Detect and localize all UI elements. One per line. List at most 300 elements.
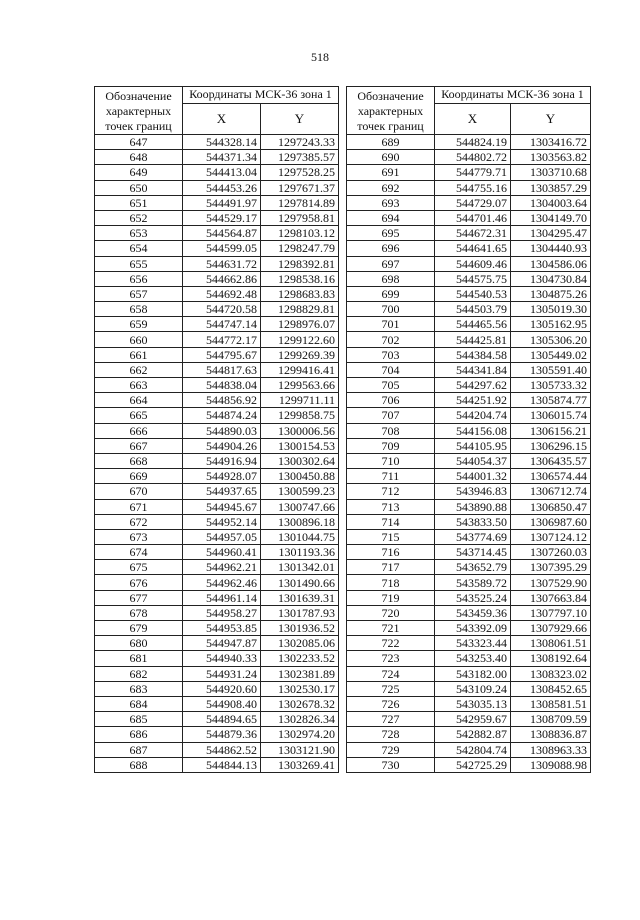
x-coordinate: 544879.36 [183,727,261,742]
y-header: Y [511,103,591,134]
point-number: 652 [95,210,183,225]
point-number: 666 [95,423,183,438]
y-coordinate: 1307663.84 [511,590,591,605]
y-coordinate: 1297814.89 [261,195,339,210]
table-row [95,514,339,529]
point-number: 659 [95,317,183,332]
x-coordinate: 544856.92 [183,393,261,408]
y-coordinate: 1303857.29 [511,180,591,195]
table-row [347,150,591,165]
table-row [347,378,591,393]
x-coordinate: 542959.67 [435,712,511,727]
x-coordinate: 544952.14 [183,514,261,529]
y-coordinate: 1308581.51 [511,696,591,711]
y-coordinate: 1297958.81 [261,210,339,225]
designation-header: Обозначение характерных точек границ [95,87,183,135]
y-coordinate: 1299563.66 [261,378,339,393]
point-number: 713 [347,499,435,514]
y-coordinate: 1300747.66 [261,499,339,514]
x-coordinate: 544641.65 [435,241,511,256]
y-coordinate: 1305019.30 [511,302,591,317]
y-coordinate: 1303710.68 [511,165,591,180]
y-coordinate: 1306574.44 [511,469,591,484]
point-number: 658 [95,302,183,317]
table-row [95,757,339,772]
x-coordinate: 544931.24 [183,666,261,681]
y-coordinate: 1302233.52 [261,651,339,666]
x-coordinate: 544957.05 [183,529,261,544]
y-coordinate: 1301787.93 [261,605,339,620]
table-row [95,150,339,165]
x-header: X [435,103,511,134]
y-coordinate: 1309088.98 [511,757,591,772]
point-number: 661 [95,347,183,362]
table-row [95,135,339,150]
table-row [95,575,339,590]
y-coordinate: 1307124.12 [511,529,591,544]
table-row [347,135,591,150]
y-coordinate: 1299711.11 [261,393,339,408]
table-row [95,165,339,180]
x-coordinate: 544962.21 [183,560,261,575]
table-row [95,347,339,362]
y-coordinate: 1299416.41 [261,362,339,377]
y-coordinate: 1302381.89 [261,666,339,681]
x-coordinate: 544962.46 [183,575,261,590]
point-number: 669 [95,469,183,484]
table-row [95,195,339,210]
table-row [95,286,339,301]
x-coordinate: 544916.94 [183,453,261,468]
x-coordinate: 544772.17 [183,332,261,347]
point-number: 682 [95,666,183,681]
point-number: 654 [95,241,183,256]
x-coordinate: 543589.72 [435,575,511,590]
point-number: 647 [95,135,183,150]
y-coordinate: 1308709.59 [511,712,591,727]
table-row [347,529,591,544]
x-coordinate: 544662.86 [183,271,261,286]
table-row [347,681,591,696]
y-coordinate: 1297528.25 [261,165,339,180]
x-coordinate: 544503.79 [435,302,511,317]
table-row [95,180,339,195]
x-coordinate: 544204.74 [435,408,511,423]
x-coordinate: 544904.26 [183,438,261,453]
point-number: 699 [347,286,435,301]
x-coordinate: 543652.79 [435,560,511,575]
table-row [95,681,339,696]
x-coordinate: 544564.87 [183,226,261,241]
point-number: 689 [347,135,435,150]
y-coordinate: 1306987.60 [511,514,591,529]
point-number: 656 [95,271,183,286]
x-coordinate: 543946.83 [435,484,511,499]
x-coordinate: 544384.58 [435,347,511,362]
right-table-body [347,135,591,773]
table-row [347,621,591,636]
x-coordinate: 544371.34 [183,150,261,165]
y-coordinate: 1302678.32 [261,696,339,711]
y-coordinate: 1301936.52 [261,621,339,636]
table-row [347,165,591,180]
y-coordinate: 1308323.02 [511,666,591,681]
point-number: 693 [347,195,435,210]
point-number: 650 [95,180,183,195]
x-coordinate: 544908.40 [183,696,261,711]
point-number: 673 [95,529,183,544]
point-number: 662 [95,362,183,377]
table-row [347,317,591,332]
y-coordinate: 1303269.41 [261,757,339,772]
x-coordinate: 544862.52 [183,742,261,757]
point-number: 696 [347,241,435,256]
x-coordinate: 543714.45 [435,545,511,560]
y-coordinate: 1303416.72 [511,135,591,150]
y-coordinate: 1307395.29 [511,560,591,575]
left-table-body [95,135,339,773]
table-row [347,286,591,301]
y-coordinate: 1298976.07 [261,317,339,332]
table-row [95,438,339,453]
y-coordinate: 1306435.57 [511,453,591,468]
x-coordinate: 544156.08 [435,423,511,438]
point-number: 700 [347,302,435,317]
y-coordinate: 1305874.77 [511,393,591,408]
x-coordinate: 543392.09 [435,621,511,636]
x-coordinate: 543323.44 [435,636,511,651]
point-number: 653 [95,226,183,241]
table-row [95,362,339,377]
point-number: 719 [347,590,435,605]
point-number: 725 [347,681,435,696]
table-row [347,712,591,727]
point-number: 718 [347,575,435,590]
coordinates-header: Координаты МСК-36 зона 1 [435,87,591,104]
table-row [95,651,339,666]
point-number: 694 [347,210,435,225]
point-number: 671 [95,499,183,514]
point-number: 663 [95,378,183,393]
point-number: 714 [347,514,435,529]
table-row [347,484,591,499]
point-number: 711 [347,469,435,484]
x-coordinate: 544937.65 [183,484,261,499]
point-number: 675 [95,560,183,575]
x-coordinate: 544105.95 [435,438,511,453]
x-coordinate: 544692.48 [183,286,261,301]
x-coordinate: 544328.14 [183,135,261,150]
y-coordinate: 1304586.06 [511,256,591,271]
y-coordinate: 1308192.64 [511,651,591,666]
point-number: 655 [95,256,183,271]
point-number: 681 [95,651,183,666]
table-row [95,423,339,438]
table-row [347,742,591,757]
y-coordinate: 1307797.10 [511,605,591,620]
point-number: 665 [95,408,183,423]
page-number: 518 [311,50,329,64]
x-coordinate: 543253.40 [435,651,511,666]
table-row [95,529,339,544]
x-coordinate: 544747.14 [183,317,261,332]
table-row [95,590,339,605]
point-number: 703 [347,347,435,362]
table-row [95,666,339,681]
table-row [347,241,591,256]
table-row [347,651,591,666]
point-number: 724 [347,666,435,681]
x-coordinate: 544958.27 [183,605,261,620]
point-number: 726 [347,696,435,711]
y-coordinate: 1308452.65 [511,681,591,696]
table-row [95,712,339,727]
x-coordinate: 544701.46 [435,210,511,225]
y-coordinate: 1305591.40 [511,362,591,377]
point-number: 657 [95,286,183,301]
point-number: 722 [347,636,435,651]
x-coordinate: 543109.24 [435,681,511,696]
x-coordinate: 543833.50 [435,514,511,529]
x-coordinate: 544251.92 [435,393,511,408]
point-number: 705 [347,378,435,393]
table-row [347,256,591,271]
x-coordinate: 544960.41 [183,545,261,560]
table-row [347,226,591,241]
table-row [347,666,591,681]
x-coordinate: 544953.85 [183,621,261,636]
x-coordinate: 544795.67 [183,347,261,362]
table-row [95,499,339,514]
point-number: 695 [347,226,435,241]
y-coordinate: 1306296.15 [511,438,591,453]
point-number: 672 [95,514,183,529]
table-row [95,696,339,711]
y-header: Y [261,103,339,134]
table-row [347,453,591,468]
table-row [347,408,591,423]
y-coordinate: 1305449.02 [511,347,591,362]
point-number: 720 [347,605,435,620]
point-number: 649 [95,165,183,180]
point-number: 730 [347,757,435,772]
y-coordinate: 1298247.79 [261,241,339,256]
x-coordinate: 543525.24 [435,590,511,605]
x-coordinate: 544491.97 [183,195,261,210]
table-row [347,514,591,529]
point-number: 709 [347,438,435,453]
x-coordinate: 544054.37 [435,453,511,468]
x-coordinate: 544838.04 [183,378,261,393]
y-coordinate: 1304730.84 [511,271,591,286]
table-row [347,636,591,651]
table-row [347,727,591,742]
table-row [95,317,339,332]
point-number: 684 [95,696,183,711]
x-coordinate: 542882.87 [435,727,511,742]
x-coordinate: 544575.75 [435,271,511,286]
y-coordinate: 1308061.51 [511,636,591,651]
y-coordinate: 1306850.47 [511,499,591,514]
table-row [347,362,591,377]
x-coordinate: 544425.81 [435,332,511,347]
y-coordinate: 1303121.90 [261,742,339,757]
x-coordinate: 544755.16 [435,180,511,195]
table-row [347,605,591,620]
point-number: 674 [95,545,183,560]
x-coordinate: 544940.33 [183,651,261,666]
table-row [347,696,591,711]
coordinates-tables [94,86,591,771]
x-coordinate: 544465.56 [435,317,511,332]
point-number: 692 [347,180,435,195]
x-coordinate: 543890.88 [435,499,511,514]
y-coordinate: 1299858.75 [261,408,339,423]
point-number: 677 [95,590,183,605]
x-coordinate: 543774.69 [435,529,511,544]
x-coordinate: 542725.29 [435,757,511,772]
point-number: 683 [95,681,183,696]
table-row [95,545,339,560]
y-coordinate: 1297243.33 [261,135,339,150]
point-number: 687 [95,742,183,757]
point-number: 723 [347,651,435,666]
y-coordinate: 1301342.01 [261,560,339,575]
point-number: 651 [95,195,183,210]
point-number: 678 [95,605,183,620]
y-coordinate: 1308836.87 [511,727,591,742]
table-row [347,393,591,408]
x-coordinate: 544729.07 [435,195,511,210]
y-coordinate: 1306712.74 [511,484,591,499]
y-coordinate: 1305733.32 [511,378,591,393]
table-row [347,469,591,484]
point-number: 664 [95,393,183,408]
table-row [347,271,591,286]
point-number: 685 [95,712,183,727]
point-number: 691 [347,165,435,180]
table-row [95,271,339,286]
point-number: 668 [95,453,183,468]
y-coordinate: 1304003.64 [511,195,591,210]
table-row [95,560,339,575]
table-row [95,605,339,620]
table-row [95,241,339,256]
y-coordinate: 1299122.60 [261,332,339,347]
point-number: 676 [95,575,183,590]
table-row [95,256,339,271]
x-coordinate: 544599.05 [183,241,261,256]
x-coordinate: 544413.04 [183,165,261,180]
y-coordinate: 1302085.06 [261,636,339,651]
y-coordinate: 1298538.16 [261,271,339,286]
y-coordinate: 1298103.12 [261,226,339,241]
point-number: 686 [95,727,183,742]
x-coordinate: 544341.84 [435,362,511,377]
y-coordinate: 1306015.74 [511,408,591,423]
table-row [347,438,591,453]
point-number: 704 [347,362,435,377]
table-row [95,453,339,468]
y-coordinate: 1301639.31 [261,590,339,605]
x-coordinate: 544672.31 [435,226,511,241]
x-coordinate: 544890.03 [183,423,261,438]
x-coordinate: 544824.19 [435,135,511,150]
y-coordinate: 1301044.75 [261,529,339,544]
table-row [95,226,339,241]
x-coordinate: 544529.17 [183,210,261,225]
y-coordinate: 1308963.33 [511,742,591,757]
point-number: 728 [347,727,435,742]
x-coordinate: 544297.62 [435,378,511,393]
y-coordinate: 1307529.90 [511,575,591,590]
y-coordinate: 1298829.81 [261,302,339,317]
table-row [95,742,339,757]
table-row [95,484,339,499]
point-number: 697 [347,256,435,271]
y-coordinate: 1297671.37 [261,180,339,195]
y-coordinate: 1300006.56 [261,423,339,438]
y-coordinate: 1302530.17 [261,681,339,696]
x-coordinate: 542804.74 [435,742,511,757]
y-coordinate: 1301490.66 [261,575,339,590]
table-row [95,636,339,651]
x-coordinate: 544961.14 [183,590,261,605]
coordinates-table-left [94,86,339,773]
x-coordinate: 544779.71 [435,165,511,180]
y-coordinate: 1304149.70 [511,210,591,225]
table-row [95,621,339,636]
y-coordinate: 1301193.36 [261,545,339,560]
y-coordinate: 1302826.34 [261,712,339,727]
table-row [347,347,591,362]
designation-header: Обозначение характерных точек границ [347,87,435,135]
x-coordinate: 544720.58 [183,302,261,317]
x-coordinate: 544945.67 [183,499,261,514]
point-number: 679 [95,621,183,636]
point-number: 688 [95,757,183,772]
point-number: 690 [347,150,435,165]
y-coordinate: 1304440.93 [511,241,591,256]
table-row [95,469,339,484]
table-row [347,590,591,605]
table-row [95,302,339,317]
table-row [95,210,339,225]
table-row [95,408,339,423]
table-row [95,393,339,408]
y-coordinate: 1297385.57 [261,150,339,165]
y-coordinate: 1300896.18 [261,514,339,529]
x-coordinate: 544453.26 [183,180,261,195]
x-coordinate: 544001.32 [435,469,511,484]
x-coordinate: 543182.00 [435,666,511,681]
table-row [347,210,591,225]
y-coordinate: 1300599.23 [261,484,339,499]
point-number: 706 [347,393,435,408]
x-coordinate: 544874.24 [183,408,261,423]
point-number: 710 [347,453,435,468]
y-coordinate: 1304875.26 [511,286,591,301]
point-number: 648 [95,150,183,165]
point-number: 698 [347,271,435,286]
y-coordinate: 1299269.39 [261,347,339,362]
x-coordinate: 544928.07 [183,469,261,484]
table-row [347,757,591,772]
point-number: 701 [347,317,435,332]
point-number: 715 [347,529,435,544]
y-coordinate: 1304295.47 [511,226,591,241]
y-coordinate: 1298392.81 [261,256,339,271]
